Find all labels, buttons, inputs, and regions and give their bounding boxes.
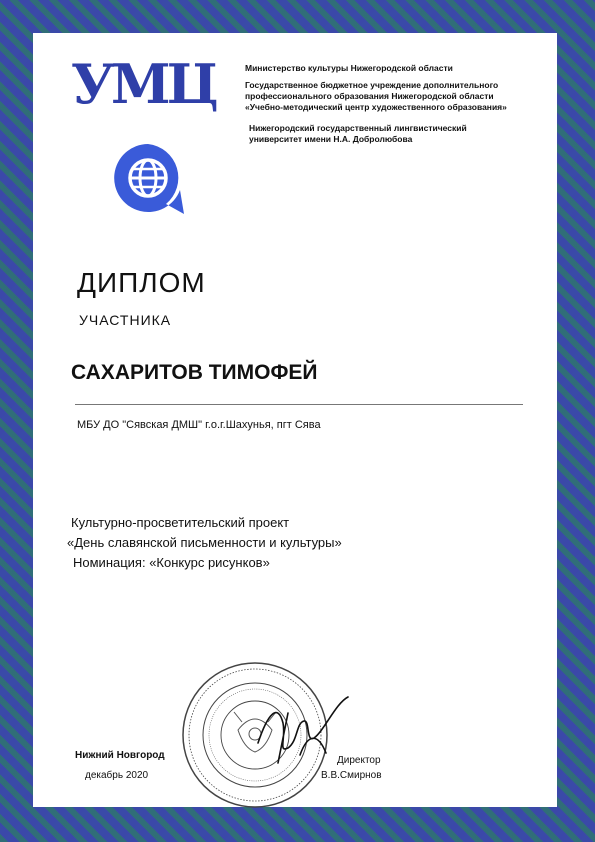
project-title: «День славянской письменности и культуры» (67, 535, 342, 550)
diploma-title: ДИПЛОМ (77, 267, 206, 298)
organizations-block (245, 63, 545, 145)
diploma-subtitle: УЧАСТНИКА (79, 312, 172, 328)
umc-logo: УМЦ (71, 52, 215, 116)
director-name: В.В.Смирнов (321, 770, 382, 781)
project-nomination: Номинация: «Конкурс рисунков» (73, 555, 270, 570)
recipient-name: САХАРИТОВ ТИМОФЕЙ (71, 361, 318, 384)
place-label: Нижний Новгород (75, 750, 165, 761)
project-type: Культурно-просветительский проект (71, 515, 290, 530)
university-name: Нижегородский государственный лингвистический университет имени Н.А. Добролюбова (249, 123, 467, 144)
director-role: Директор (337, 755, 381, 766)
center-name: Государственное бюджетное учреждение дополнительного профессионального образования Нижегородской области «Учебно-методический центр художественного образования» (245, 80, 507, 112)
diploma-sheet (33, 33, 557, 807)
recipient-institution: МБУ ДО "Сявская ДМШ" г.о.г.Шахунья, пгт Сява (77, 419, 321, 431)
divider-line (75, 404, 523, 405)
date-label: декабрь 2020 (85, 770, 149, 781)
project-block (67, 513, 342, 573)
ministry-name: Министерство культуры Нижегородской области (245, 63, 453, 73)
globe-icon (108, 138, 188, 218)
